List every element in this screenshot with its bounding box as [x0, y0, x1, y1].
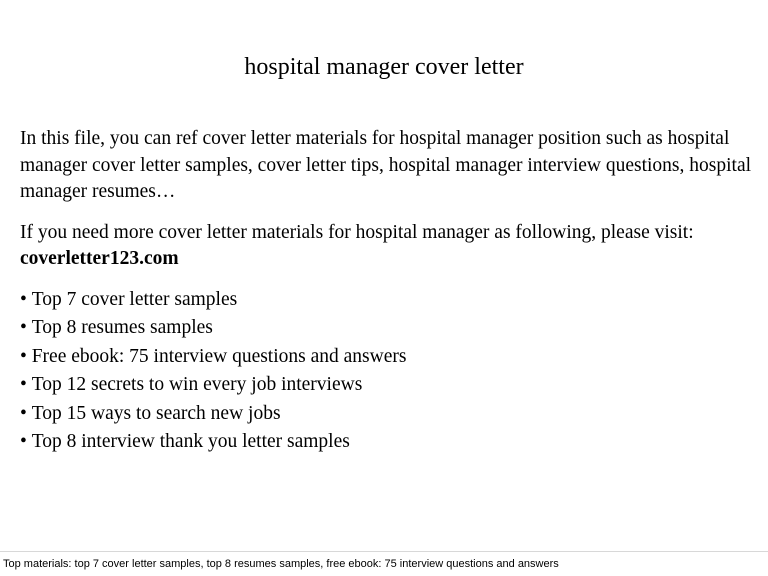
materials-list: [20, 287, 760, 456]
visit-paragraph: [20, 220, 760, 273]
intro-paragraph: In this file, you can ref cover letter materials for hospital manager position such as hospital manager cover letter samples, cover letter tips, hospital manager interview questions, hospital manager resumes…: [20, 128, 752, 202]
list-item: • Top 12 secrets to win every job interviews: [20, 372, 760, 399]
list-item: • Top 8 resumes samples: [20, 315, 760, 342]
document-body: [20, 126, 760, 458]
visit-link[interactable]: coverletter123.com: [20, 248, 179, 269]
visit-text: If you need more cover letter materials for hospital manager as following, please visit:: [20, 221, 694, 243]
document-title: hospital manager cover letter: [244, 54, 524, 80]
list-item: • Top 8 interview thank you letter samples: [20, 429, 760, 456]
list-item: • Free ebook: 75 interview questions and answers: [20, 344, 760, 371]
list-item: • Top 15 ways to search new jobs: [20, 401, 760, 428]
list-item: • Top 7 cover letter samples: [20, 287, 760, 314]
footer-bar: [0, 551, 768, 576]
footer-text: Top materials: top 7 cover letter samples, top 8 resumes samples, free ebook: 75 interview questions and answers: [3, 558, 559, 570]
